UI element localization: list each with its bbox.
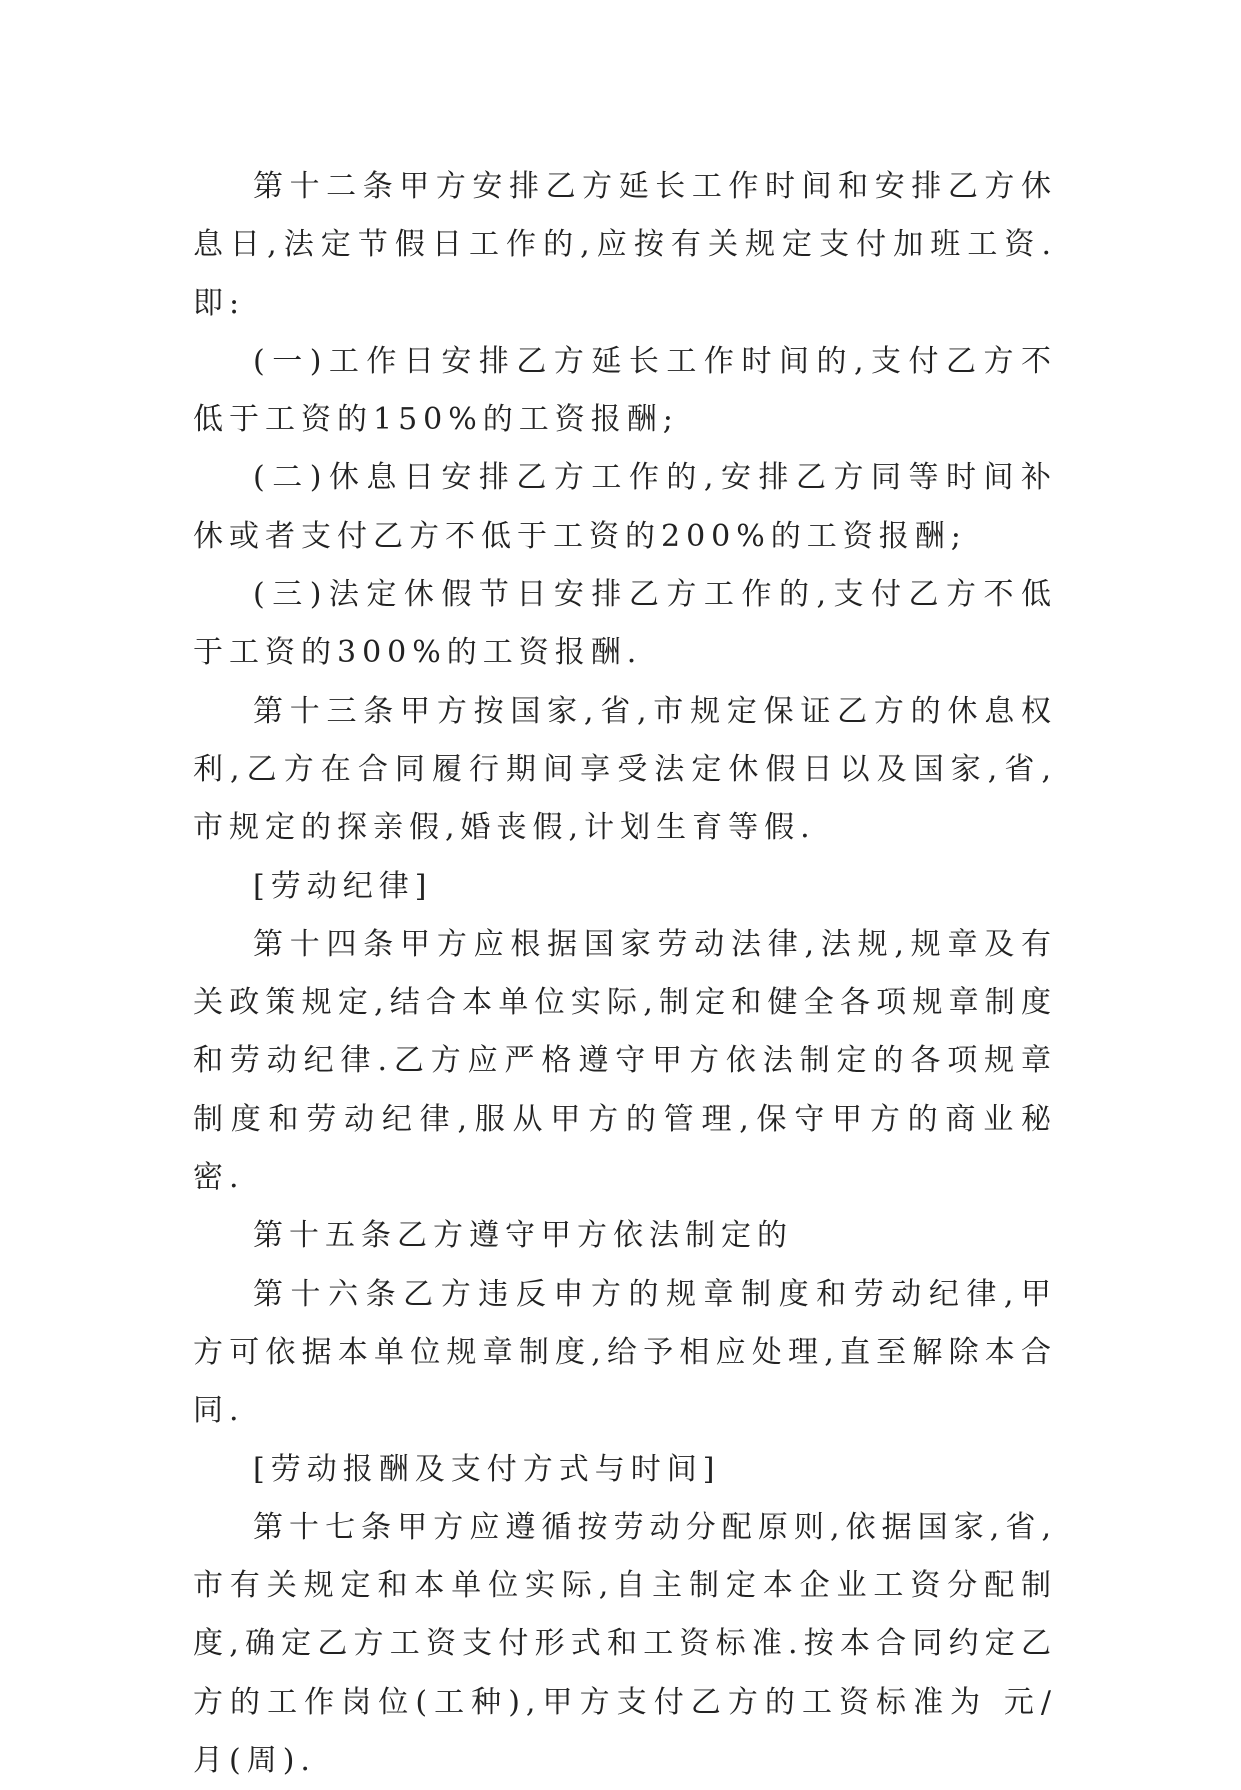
article-12-item-1-paragraph: (一)工作日安排乙方延长工作时间的,支付乙方不低于工资的150%的工资报酬; bbox=[193, 343, 1057, 438]
article-16-paragraph: 第十六条乙方违反申方的规章制度和劳动纪律,甲方可依据本单位规章制度,给予相应处理,直至解除本合同. bbox=[193, 1276, 1057, 1429]
article-17-paragraph: 第十七条甲方应遵循按劳动分配原则,依据国家,省,市有关规定和本单位实际,自主制定本企业工资分配制度,确定乙方工资支付形式和工资标准.按本合同约定乙方的工作岗位(工种),甲方支付乙方的工资标准为 元/月(周). bbox=[193, 1509, 1057, 1779]
article-12-paragraph: 第十二条甲方安排乙方延长工作时间和安排乙方休息日,法定节假日工作的,应按有关规定支付加班工资.即: bbox=[193, 169, 1057, 321]
article-14-paragraph: 第十四条甲方应根据国家劳动法律,法规,规章及有关政策规定,结合本单位实际,制定和健全各项规章制度和劳动纪律.乙方应严格遵守甲方依法制定的各项规章制度和劳动纪律,服从甲方的管理,保守甲方的商业秘密. bbox=[193, 926, 1057, 1196]
section-heading-remuneration: [劳动报酬及支付方式与时间] bbox=[253, 1451, 721, 1487]
section-heading-labor-discipline: [劳动纪律] bbox=[253, 868, 433, 904]
article-15-paragraph: 第十五条乙方遵守甲方依法制定的 bbox=[253, 1218, 793, 1254]
document-body bbox=[193, 158, 1057, 1790]
article-12-item-2-paragraph: (二)休息日安排乙方工作的,安排乙方同等时间补休或者支付乙方不低于工资的200%的工资报酬; bbox=[193, 460, 1057, 554]
article-12-item-3-paragraph: (三)法定休假节日安排乙方工作的,支付乙方不低于工资的300%的工资报酬. bbox=[193, 577, 1057, 671]
article-13-paragraph: 第十三条甲方按国家,省,市规定保证乙方的休息权利,乙方在合同履行期间享受法定休假日以及国家,省,市规定的探亲假,婚丧假,计划生育等假. bbox=[193, 693, 1057, 846]
